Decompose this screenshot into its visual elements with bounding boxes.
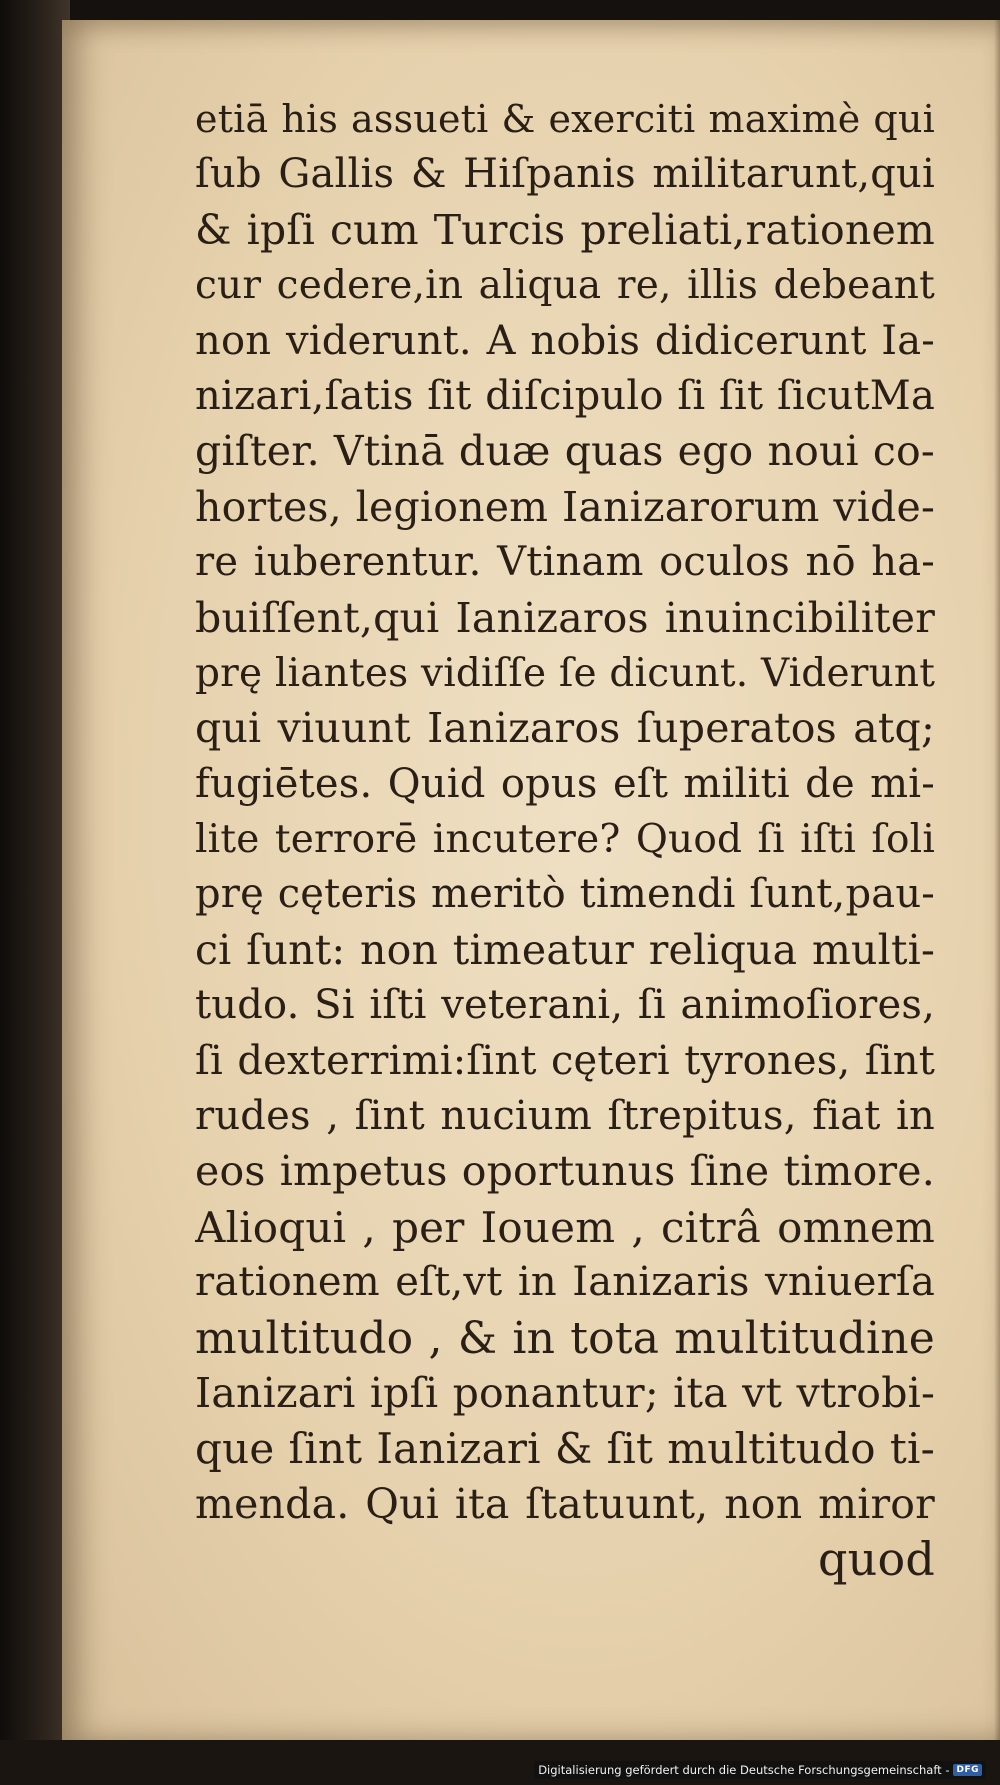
text-line: etiā his assueti & exerciti maximè qui (195, 97, 935, 141)
text-line: giſter. Vtinā duæ quas ego noui co- (195, 427, 935, 476)
text-line: multitudo , & in tota multitudine (195, 1312, 935, 1364)
text-line: prę cęteris meritò timendi ſunt,pau- (195, 871, 935, 918)
text-line: eos impetus oportunus ſine timore. (195, 1147, 935, 1196)
text-line: rationem eſt,vt in Ianizaris vniuerſa (195, 1259, 935, 1306)
text-line: hortes, legionem Ianizarorum vide- (195, 482, 935, 531)
text-line: que ſint Ianizari & ſit multitudo ti- (195, 1424, 935, 1474)
text-line: Alioqui , per Iouem , citrâ omnem (195, 1202, 935, 1252)
text-line: buiſſent,qui Ianizaros inuincibiliter (195, 593, 935, 642)
text-line: tudo. Si iſti veterani, ſi animoſiores, (195, 982, 935, 1029)
page-edge (994, 20, 1000, 1740)
text-line: prę liantes vidiſſe ſe dicunt. Viderunt (195, 650, 935, 696)
text-line: fugiētes. Quid opus eſt militi de mi- (195, 760, 935, 807)
text-line: qui viuunt Ianizaros ſuperatos atq; (195, 704, 935, 753)
text-line: & ipſi cum Turcis preliati,rationem (195, 205, 935, 254)
text-line: Ianizari ipſi ponantur; ita vt vtrobi- (195, 1368, 935, 1417)
catchword: quod (817, 1532, 935, 1587)
text-line: rudes , ſint nucium ſtrepitus, fiat in (195, 1093, 935, 1140)
digitization-credit (534, 1761, 986, 1779)
book-spine-shadow (0, 0, 70, 1785)
text-line: re iuberentur. Vtinam oculos nō ha- (195, 539, 935, 586)
text-line: ſi dexterrimi:ſint cęteri tyrones, ſint (195, 1037, 935, 1084)
text-line: nizari,ſatis ſit diſcipulo ſi ſit ſicutMa (195, 372, 935, 419)
text-line: lite terrorē incutere? Quod ſi iſti ſoli (195, 817, 935, 863)
text-line: menda. Qui ita ſtatuunt, non miror (195, 1479, 935, 1528)
text-line: ci ſunt: non timeatur reliqua multi- (195, 925, 935, 974)
text-line: non viderunt. A nobis didicerunt Ia- (195, 317, 935, 364)
text-line: cur cedere,in aliqua re, illis debeant (195, 263, 935, 309)
dfg-logo-icon: DFG (953, 1764, 982, 1776)
credit-text: Digitalisierung gefördert durch die Deutsche Forschungsgemeinschaft - (538, 1763, 950, 1777)
page-text (195, 92, 935, 1588)
text-line: ſub Gallis & Hiſpanis militarunt,qui (195, 151, 935, 198)
